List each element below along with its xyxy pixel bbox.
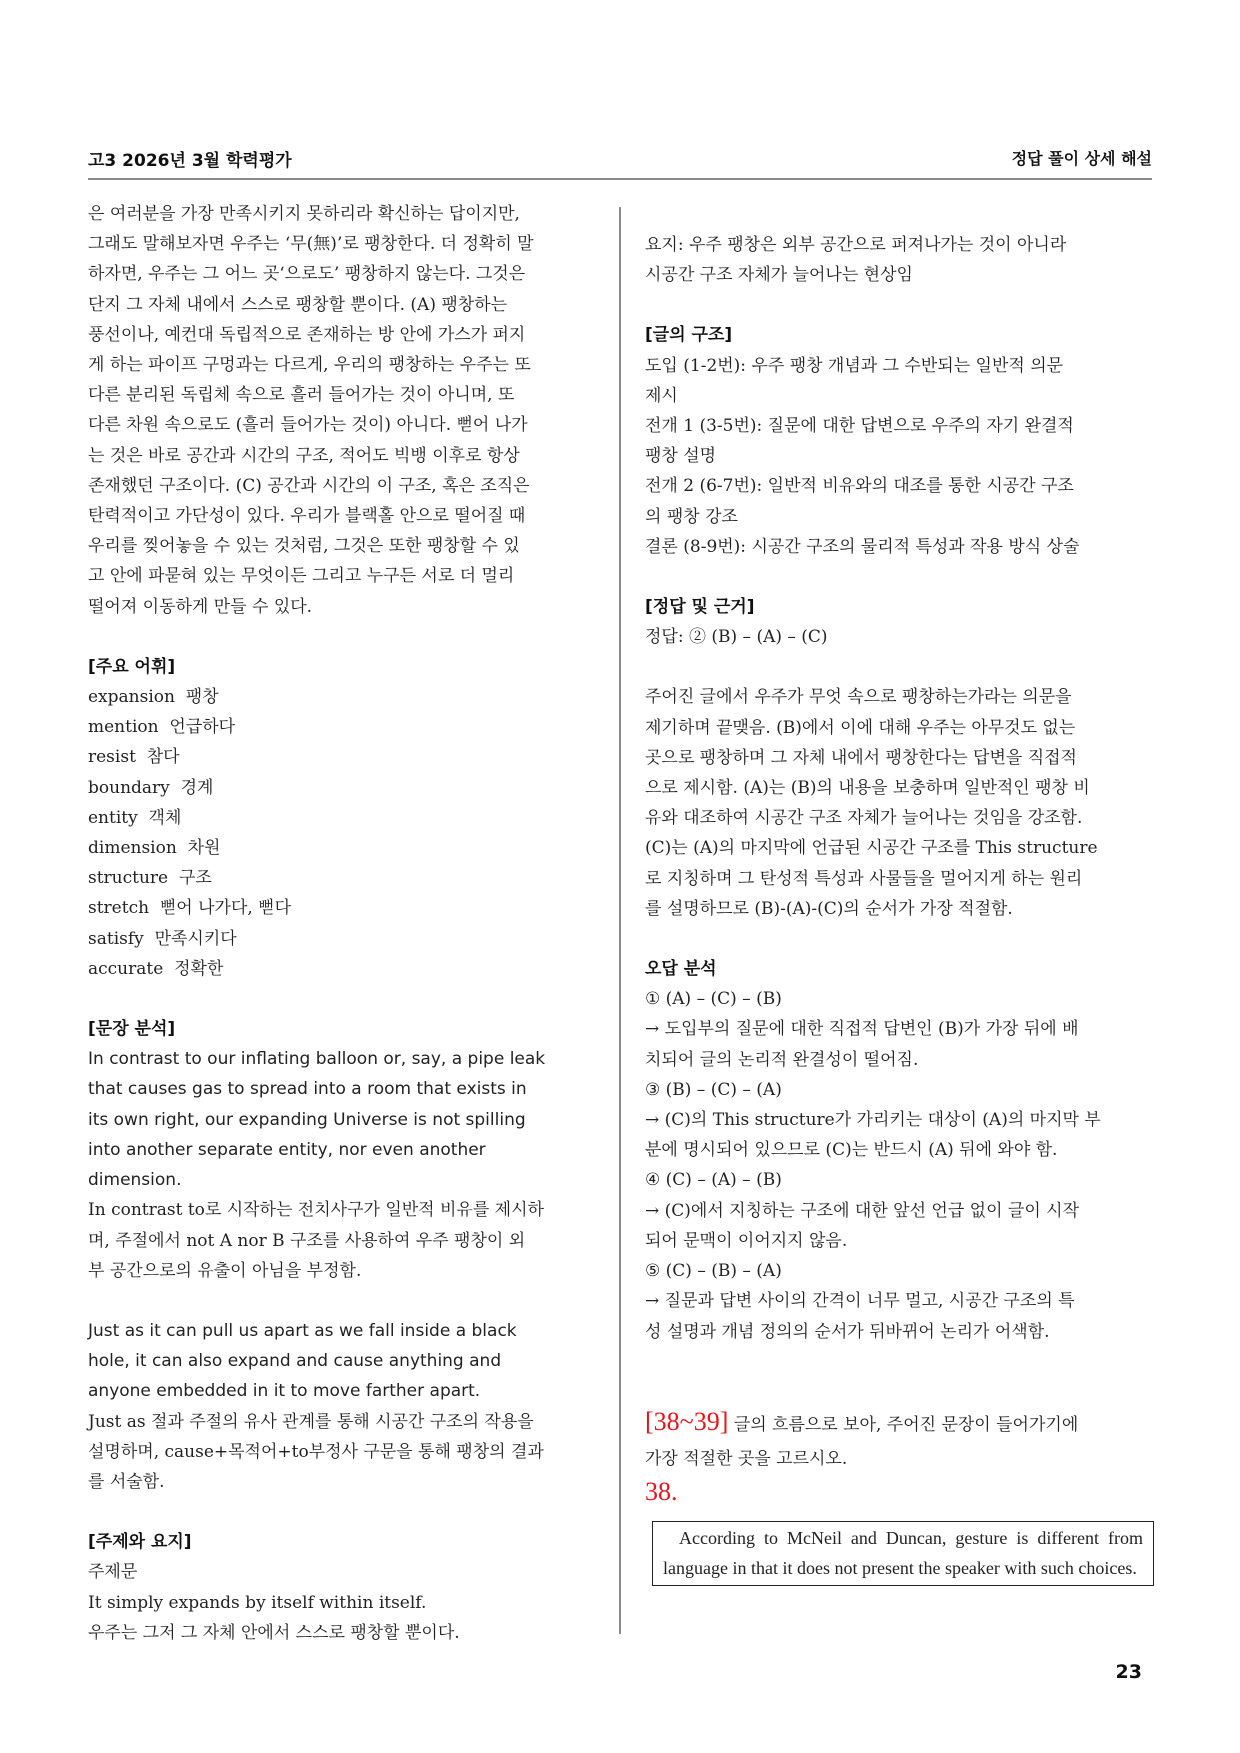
instruction-line-2: 가장 적절한 곳을 고르시오. [645, 1448, 848, 1469]
wrong-reason: → (C)에서 지칭하는 구조에 대한 앞선 언급 없이 글이 시작 [645, 1200, 1080, 1221]
theme-label: 주제문 [88, 1562, 138, 1583]
wrong-choice: ① (A) – (C) – (B) [645, 989, 782, 1010]
vocab-item [88, 893, 598, 923]
vocab-ko: 만족시키다 [154, 928, 237, 949]
theme-sentence-korean: 우주는 그저 그 자체 안에서 스스로 팽창할 뿐이다. [88, 1622, 460, 1643]
commentary-line: 설명하며, cause+목적어+to부정사 구문을 통해 팽창의 결과 [88, 1441, 544, 1462]
vocab-en: expansion [88, 687, 175, 708]
gist-line: 시공간 구조 자체가 늘어나는 현상임 [645, 265, 913, 286]
commentary-line: In contrast to로 시작하는 전치사구가 일반적 비유를 제시하 [88, 1200, 544, 1221]
wrong-answer-heading: 오답 분석 [645, 959, 717, 980]
answer-explanation [645, 682, 1157, 924]
wrong-reason: 분에 명시되어 있으므로 (C)는 반드시 (A) 뒤에 와야 함. [645, 1140, 1058, 1161]
vocab-item [88, 833, 598, 863]
column-divider [619, 207, 621, 1634]
sentence-line: In contrast to our inflating balloon or, say, a pipe leak [88, 1049, 546, 1070]
explanation-line: 주어진 글에서 우주가 무엇 속으로 팽창하는가라는 의문을 [645, 687, 1072, 708]
vocab-en: accurate [88, 958, 164, 979]
right-column [645, 230, 1157, 1508]
wrong-choice: ⑤ (C) – (B) – (A) [645, 1261, 782, 1282]
sentence-analysis-section [88, 1014, 598, 1497]
question-instruction [645, 1405, 1157, 1476]
vocab-ko: 경계 [180, 777, 214, 798]
sentence-2-commentary [88, 1407, 598, 1498]
gist [645, 230, 1157, 290]
passage-line: 하자면, 우주는 그 어느 곳‘으로도’ 팽창하지 않는다. 그것은 [88, 264, 526, 285]
wrong-reason: → 질문과 답변 사이의 간격이 너무 멀고, 시공간 구조의 특 [645, 1291, 1075, 1312]
vocab-en: mention [88, 717, 159, 738]
theme-heading: [주제와 요지] [88, 1532, 192, 1553]
passage-line: 그래도 말해보자면 우주는 ‘무(無)’로 팽창한다. 더 정확히 말 [88, 234, 534, 255]
passage-line: 존재했던 구조이다. (C) 공간과 시간의 이 구조, 혹은 조직은 [88, 475, 530, 496]
commentary-line: Just as 절과 주절의 유사 관계를 통해 시공간 구조의 작용을 [88, 1411, 534, 1432]
structure-line: 도입 (1-2번): 우주 팽창 개념과 그 수반되는 일반적 의문 [645, 355, 1064, 376]
wrong-choice: ④ (C) – (A) – (B) [645, 1170, 782, 1191]
answer-section [645, 592, 1157, 924]
wrong-reason: 치되어 글의 논리적 완결성이 떨어짐. [645, 1049, 919, 1070]
explanation-line: 유와 대조하여 시공간 구조 자체가 늘어나는 것임을 강조함. [645, 808, 1083, 829]
wrong-reason: → (C)의 This structure가 가리키는 대상이 (A)의 마지막 부 [645, 1110, 1101, 1131]
vocab-ko: 참다 [146, 747, 180, 768]
wrong-answer-list [645, 984, 1157, 1346]
vocab-en: boundary [88, 777, 170, 798]
passage-line: 은 여러분을 가장 만족시키지 못하리라 확신하는 답이지만, [88, 204, 520, 224]
section-title: 정답 풀이 상세 해설 [1011, 149, 1152, 168]
correct-answer: 정답: ② (B) – (A) – (C) [645, 627, 828, 648]
vocab-ko: 객체 [148, 807, 182, 828]
vocab-ko: 팽창 [185, 687, 219, 708]
instruction-text: 글의 흐름으로 보아, 주어진 문장이 들어가기에 [733, 1414, 1079, 1435]
wrong-answer-section [645, 954, 1157, 1347]
vocab-section [88, 652, 598, 984]
passage-line: 떨어져 이동하게 만들 수 있다. [88, 596, 313, 617]
explanation-line: 를 설명하므로 (B)-(A)-(C)의 순서가 가장 적절함. [645, 898, 1013, 919]
vocab-item [88, 712, 598, 742]
sentence-line: hole, it can also expand and cause anything and [88, 1351, 502, 1372]
vocab-ko: 구조 [178, 868, 212, 889]
vocab-en: resist [88, 747, 136, 768]
wrong-choice: ③ (B) – (C) – (A) [645, 1079, 782, 1100]
passage-line: 단지 그 자체 내에서 스스로 팽창할 뿐이다. (A) 팽창하는 [88, 294, 508, 315]
explanation-line: (C)는 (A)의 마지막에 언급된 시공간 구조를 This structure [645, 838, 1098, 859]
explanation-line: 곳으로 팽창하며 그 자체 내에서 팽창한다는 답변을 직접적 [645, 747, 1077, 768]
page-number: 23 [1115, 1661, 1142, 1683]
vocab-item [88, 682, 598, 712]
answer-heading: [정답 및 근거] [645, 597, 755, 618]
vocab-item [88, 742, 598, 772]
vocab-en: structure [88, 868, 169, 889]
given-sentence-line: According to McNeil and Duncan, gesture is [679, 1528, 1029, 1548]
sentence-line: Just as it can pull us apart as we fall inside a black [88, 1320, 517, 1341]
vocab-item [88, 954, 598, 984]
vocab-ko: 정확한 [174, 958, 224, 979]
gist-line: 요지: 우주 팽창은 외부 공간으로 퍼져나가는 것이 아니라 [645, 235, 1067, 255]
commentary-line: 를 서술함. [88, 1471, 165, 1492]
sentence-line: anyone embedded in it to move farther apart. [88, 1381, 481, 1402]
passage-translation [88, 199, 598, 622]
sentence-analysis-heading: [문장 분석] [88, 1019, 176, 1040]
vocab-ko: 뻗어 나가다, 뻗다 [159, 898, 292, 919]
sentence-line: dimension. [88, 1170, 182, 1191]
next-question-section [645, 1405, 1157, 1508]
structure-lines [645, 351, 1157, 562]
vocab-ko: 차원 [187, 838, 221, 859]
structure-line: 제시 [645, 385, 678, 406]
wrong-reason: 성 설명과 개념 정의의 순서가 뒤바뀌어 논리가 어색함. [645, 1321, 1050, 1342]
explanation-line: 으로 제시함. (A)는 (B)의 내용을 보충하며 일반적인 팽창 비 [645, 778, 1090, 799]
theme-sentence-english: It simply expands by itself within itself. [88, 1592, 427, 1613]
sentence-1-commentary [88, 1195, 598, 1286]
left-column [88, 199, 598, 1648]
passage-line: 다른 차원 속으로도 (흘러 들어가는 것이) 아니다. 뻗어 나가 [88, 415, 528, 436]
given-sentence-line: different from language in that it does not present the [663, 1528, 1143, 1578]
sentence-1-english [88, 1044, 598, 1195]
passage-line: 탄력적이고 가단성이 있다. 우리가 블랙홀 안으로 떨어질 때 [88, 506, 526, 527]
theme-section [88, 1527, 598, 1648]
wrong-reason: 되어 문맥이 이어지지 않음. [645, 1230, 848, 1251]
wrong-reason: → 도입부의 질문에 대한 직접적 답변인 (B)가 가장 뒤에 배 [645, 1019, 1079, 1040]
passage-line: 우리를 찢어놓을 수 있는 것처럼, 그것은 또한 팽창할 수 있 [88, 536, 520, 557]
vocab-en: stretch [88, 898, 150, 919]
structure-line: 전개 2 (6-7번): 일반적 비유와의 대조를 통한 시공간 구조 [645, 476, 1074, 497]
vocab-list [88, 682, 598, 984]
passage-line: 풍선이나, 예컨대 독립적으로 존재하는 방 안에 가스가 퍼지 [88, 324, 526, 345]
explanation-line: 로 지칭하며 그 탄성적 특성과 사물들을 멀어지게 하는 원리 [645, 868, 1083, 889]
sentence-2-english [88, 1316, 598, 1407]
sentence-line: that causes gas to spread into a room that exists in [88, 1079, 527, 1100]
commentary-line: 부 공간으로의 유출이 아님을 부정함. [88, 1260, 362, 1281]
structure-heading: [글의 구조] [645, 325, 733, 346]
sentence-line: its own right, our expanding Universe is not spilling [88, 1109, 526, 1130]
passage-line: 고 안에 파묻혀 있는 무엇이든 그리고 누구든 서로 더 멀리 [88, 566, 515, 587]
vocab-en: satisfy [88, 928, 144, 949]
vocab-en: dimension [88, 838, 177, 859]
vocab-item [88, 773, 598, 803]
vocab-ko: 언급하다 [169, 717, 236, 738]
given-sentence-line: speaker with such choices. [944, 1558, 1137, 1578]
question-range: [38~39] [645, 1406, 729, 1436]
instruction-line-1 [645, 1405, 1157, 1442]
sentence-line: into another separate entity, nor even another [88, 1139, 486, 1160]
structure-line: 의 팽창 강조 [645, 506, 738, 527]
vocab-item [88, 803, 598, 833]
structure-line: 결론 (8-9번): 시공간 구조의 물리적 특성과 작용 방식 상술 [645, 536, 1080, 557]
page-header [88, 146, 1152, 180]
explanation-line: 제기하며 끝맺음. (B)에서 이에 대해 우주는 아무것도 없는 [645, 717, 1076, 738]
passage-line: 는 것은 바로 공간과 시간의 구조, 적어도 빅뱅 이후로 항상 [88, 445, 520, 466]
structure-line: 전개 1 (3-5번): 질문에 대한 답변으로 우주의 자기 완결적 [645, 416, 1074, 437]
structure-line: 팽창 설명 [645, 446, 717, 467]
vocab-item [88, 924, 598, 954]
vocab-item [88, 863, 598, 893]
given-sentence-box [652, 1521, 1154, 1586]
vocab-en: entity [88, 807, 138, 828]
structure-section [645, 320, 1157, 562]
vocab-heading: [주요 어휘] [88, 656, 176, 677]
passage-line: 게 하는 파이프 구멍과는 다르게, 우리의 팽창하는 우주는 또 [88, 355, 531, 376]
exam-title: 고3 2026년 3월 학력평가 [88, 151, 292, 171]
passage-line: 다른 분리된 독립체 속으로 흘러 들어가는 것이 아니며, 또 [88, 385, 515, 406]
given-sentence [663, 1523, 1143, 1583]
question-number: 38. [645, 1476, 678, 1506]
commentary-line: 며, 주절에서 not A nor B 구조를 사용하여 우주 팽창이 외 [88, 1230, 526, 1251]
